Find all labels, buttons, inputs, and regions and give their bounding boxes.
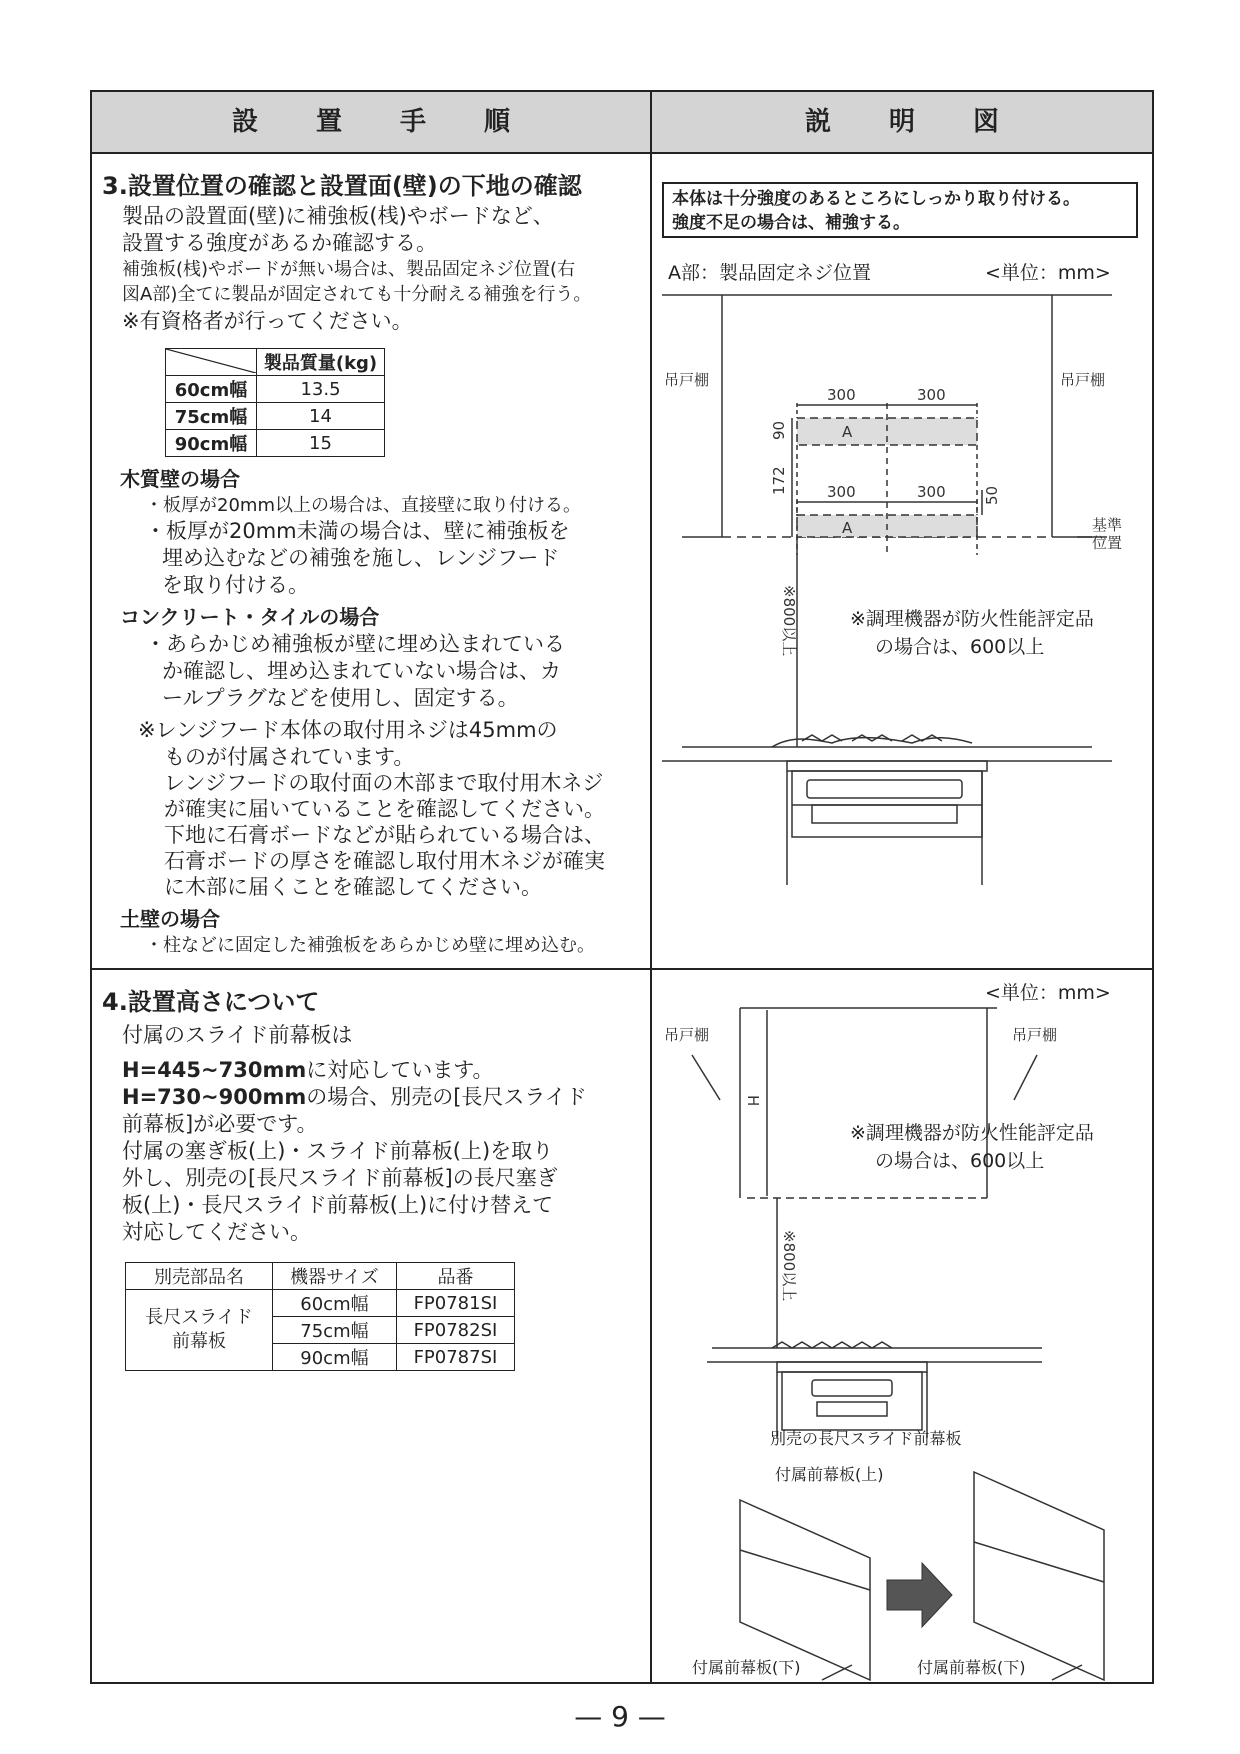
wood-title: 木質壁の場合 [120,467,240,491]
dim-50: 50 [983,485,1001,505]
upper-panel-label: 付属前幕板(上) [775,1465,884,1484]
concrete-b1a: ・あらかじめ補強板が壁に埋め込まれている [145,632,565,656]
concrete-n6: 石膏ボードの厚さを確認し取付用木ネジが確実 [164,849,605,873]
concrete-n4: が確実に届いていることを確認してください。 [164,797,605,821]
parts-header-size: 機器サイズ [272,1263,396,1290]
sec4-l2-line [122,1057,494,1084]
label-a-bottom: A [842,519,853,537]
parts-code: FP0787SI [396,1344,514,1371]
mass-table-corner [166,349,257,376]
sec4-l3-bold: H=730~900mm [122,1085,307,1109]
mass-table-header: 製品質量(kg) [257,349,385,376]
earth-title: 土壁の場合 [120,907,220,931]
section-4-title: 4.設置高さについて [102,988,320,1016]
dim-90: 90 [770,420,788,440]
strength-note-1: 本体は十分強度のあるところにしっかり取り付ける。 [672,189,1080,209]
sec4-l1: 付属のスライド前幕板は [122,1023,353,1047]
section-3-title: 3.設置位置の確認と設置面(壁)の下地の確認 [102,172,582,200]
fig4-fire-1: ※調理機器が防火性能評定品 [850,1122,1094,1144]
sec4-l6: 外し、別売の[長尺スライド前幕板]の長尺塞ぎ [122,1166,558,1190]
concrete-n1: ※レンジフード本体の取付用ネジは45mmの [138,718,558,742]
dim-300-bottom-right: 300 [917,483,946,501]
parts-name-1: 長尺スライド [145,1307,253,1328]
page-number: — 9 — [574,1700,666,1733]
fig3-cabinet-right: 吊戸棚 [1060,371,1106,389]
sec4-l5: 付属の塞ぎ板(上)・スライド前幕板(上)を取り [122,1139,554,1163]
fig4-unit: <単位：mm> [985,982,1111,1004]
ref-label-1: 基準 [1092,516,1123,534]
sec4-l3-line [122,1084,587,1111]
dim-300-bottom-left: 300 [827,483,856,501]
parts-table [125,1262,515,1371]
wood-b1: ・板厚が20mm以上の場合は、直接壁に取り付ける。 [145,495,581,516]
header-diagram: 説明図 [804,107,1057,137]
dim-300-top-left: 300 [827,386,856,404]
corner-diagonal [166,349,256,373]
sec3-p2: 設置する強度があるか確認する。 [122,231,437,255]
strength-note-2: 強度不足の場合は、補強する。 [672,213,910,233]
sec4-l4: 前幕板]が必要です。 [122,1112,318,1136]
parts-name-2: 前幕板 [171,1331,226,1352]
label-a-top: A [842,423,853,441]
fig3-cabinet-left: 吊戸棚 [664,371,710,389]
mass-table [165,348,385,457]
fig4-vertical-label: ※800以上 [780,1230,798,1302]
sec3-p5: ※有資格者が行ってください。 [122,309,413,333]
wood-b2c: を取り付ける。 [162,573,309,597]
mass-row-value: 13.5 [257,376,385,403]
parts-header-code: 品番 [396,1263,514,1290]
optional-panel-label: 別売の長尺スライド前幕板 [770,1429,962,1448]
parts-size: 75cm幅 [272,1317,396,1344]
concrete-b1c: ールプラグなどを使用し、固定する。 [162,686,519,710]
fig3-unit: <単位：mm> [985,262,1111,284]
concrete-n2: ものが付属されています。 [164,745,415,769]
fig3-fire-1: ※調理機器が防火性能評定品 [850,608,1094,630]
mass-row-value: 15 [257,430,385,457]
ref-label-2: 位置 [1092,534,1123,552]
replace-arrow [887,1563,952,1627]
parts-size: 60cm幅 [272,1290,396,1317]
parts-code: FP0781SI [396,1290,514,1317]
sec4-l2: に対応しています。 [306,1058,494,1082]
dim-172: 172 [770,466,788,495]
fig4-h-label: H [744,1095,762,1107]
strength-note-box [662,182,1138,238]
parts-code: FP0782SI [396,1317,514,1344]
header-divider [90,152,1154,154]
sec4-l2-bold: H=445~730mm [122,1058,307,1082]
parts-size: 90cm幅 [272,1344,396,1371]
concrete-n7: に木部に届くことを確認してください。 [164,875,542,899]
sec3-p3: 補強板(桟)やボードが無い場合は、製品固定ネジ位置(右 [122,259,576,280]
fig3-diagram [652,285,1152,905]
mass-row-size: 60cm幅 [166,376,257,403]
parts-header-name: 別売部品名 [126,1263,273,1290]
concrete-n3: レンジフードの取付面の木部まで取付用木ネジ [164,771,604,795]
concrete-title: コンクリート・タイルの場合 [120,605,380,629]
concrete-b1b: か確認し、埋め込まれていない場合は、カ [162,659,561,683]
parts-name-cell [126,1290,273,1371]
dim-300-top-right: 300 [917,386,946,404]
fig4-diagram [652,990,1152,1690]
sec4-l8: 対応してください。 [122,1220,311,1244]
mass-row-size: 75cm幅 [166,403,257,430]
sec3-p1: 製品の設置面(壁)に補強板(桟)やボードなど、 [122,204,554,228]
fig4-cabinet-left: 吊戸棚 [664,1026,710,1044]
lower-panel-label-left: 付属前幕板(下) [692,1658,801,1677]
fig4-fire-2: の場合は、600以上 [875,1150,1045,1172]
header-procedure: 設置手順 [231,107,568,137]
mass-row-value: 14 [257,403,385,430]
concrete-n5: 下地に石膏ボードなどが貼られている場合は、 [164,823,605,847]
sec4-l3: の場合、別売の[長尺スライド [306,1085,587,1109]
lower-panel-label-right: 付属前幕板(下) [917,1658,1026,1677]
fig3-vertical-label: ※800以上 [780,585,798,657]
fig3-caption: A部：製品固定ネジ位置 [668,262,871,284]
sec3-p4: 図A部)全てに製品が固定されても十分耐える補強を行う。 [122,284,592,305]
sec4-l7: 板(上)・長尺スライド前幕板(上)に付け替えて [122,1193,554,1217]
wood-b2b: 埋め込むなどの補強を施し、レンジフード [162,546,560,570]
wood-b2a: ・板厚が20mm未満の場合は、壁に補強板を [145,519,570,543]
fig4-cabinet-right: 吊戸棚 [1012,1026,1058,1044]
row-divider [90,968,1154,970]
earth-b1: ・柱などに固定した補強板をあらかじめ壁に埋め込む。 [145,935,595,956]
mass-row-size: 90cm幅 [166,430,257,457]
fig3-fire-2: の場合は、600以上 [875,636,1045,658]
